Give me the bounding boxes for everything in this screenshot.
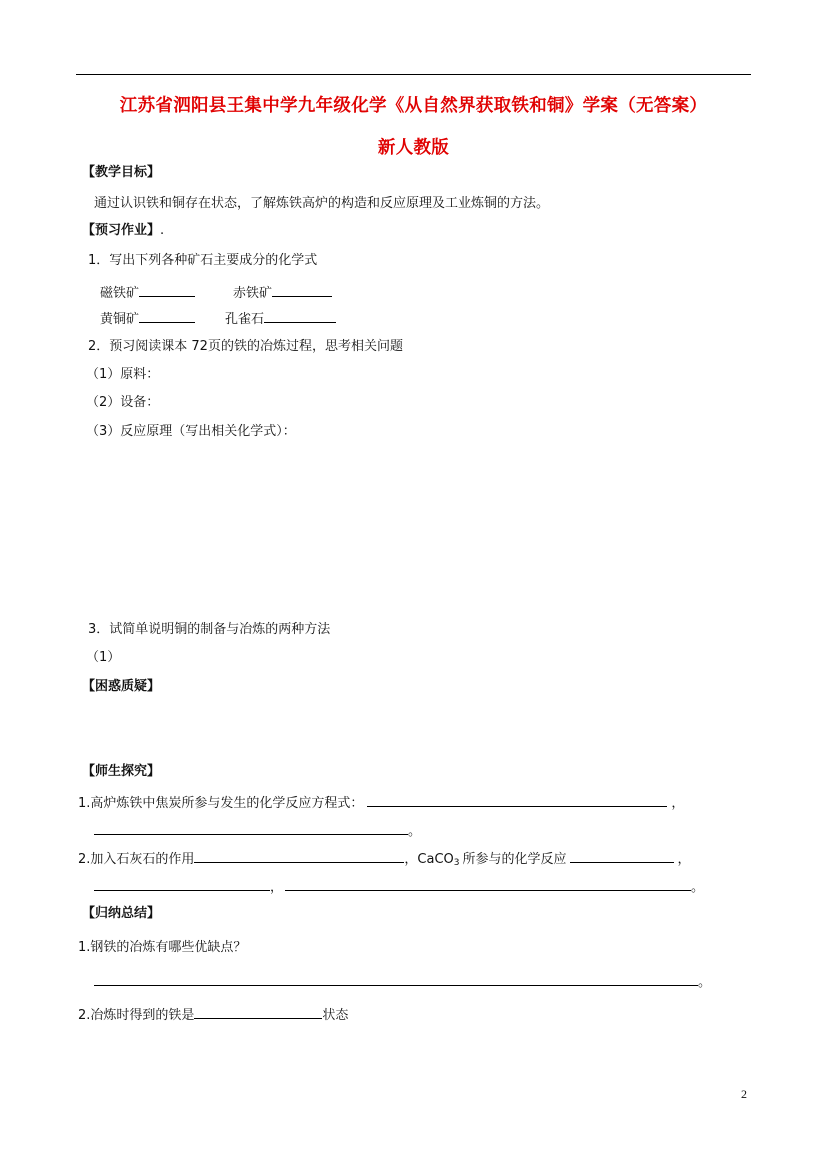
explore-2-end: 。 [691, 880, 705, 895]
summary-heading: 【归纳总结】 [82, 906, 161, 921]
explore-1-end: 。 [408, 824, 422, 839]
ore-row-1 [100, 282, 195, 303]
question-3: 3．试简单说明铜的制备与冶炼的两种方法 [88, 622, 331, 637]
explore-1-comma: ， [671, 796, 685, 811]
summary-1: 1.钢铁的冶炼有哪些优缺点？ [78, 940, 247, 955]
ore-blank-chalcopyrite[interactable] [139, 308, 195, 323]
question-3-1: （1） [86, 650, 121, 665]
explore-2-blank-d[interactable] [285, 876, 691, 891]
document-subtitle: 新人教版 [377, 138, 450, 158]
ore-row-2b [225, 308, 336, 329]
explore-1-blank-b[interactable] [94, 820, 408, 835]
explore-2-comma3: ， [270, 880, 284, 895]
ore-label-magnetite: 磁铁矿 [100, 286, 140, 301]
summary-2-text: 2.冶炼时得到的铁是 [78, 1008, 195, 1023]
ore-blank-malachite[interactable] [264, 308, 336, 323]
explore-1-text: 1.高炉炼铁中焦炭所参与发生的化学反应方程式： [78, 796, 364, 811]
question-2-2: （2）设备： [86, 395, 160, 410]
preview-heading-dot: . [160, 223, 165, 238]
header-rule [76, 74, 751, 75]
explore-2-caco3: CaCO [417, 852, 454, 867]
explore-2-blank-b[interactable] [570, 848, 674, 863]
explore-2-blank-c[interactable] [94, 876, 270, 891]
explore-2-subscript: 3 [453, 858, 460, 868]
summary-1-blank[interactable] [94, 971, 698, 986]
ore-row-2 [100, 308, 195, 329]
question-2-3: （3）反应原理（写出相关化学式）： [86, 424, 296, 439]
question-2: 2．预习阅读课本 72页的铁的冶炼过程，思考相关问题 [88, 339, 403, 354]
preview-heading: 【预习作业】 [82, 223, 161, 238]
ore-label-malachite: 孔雀石 [225, 312, 265, 327]
explore-1-cont [94, 820, 421, 841]
explore-1 [78, 792, 684, 813]
document-title: 江苏省泗阳县王集中学九年级化学《从自然界获取铁和铜》学案（无答案） [119, 96, 708, 116]
explore-2-comma: ， [404, 852, 418, 867]
ore-blank-magnetite[interactable] [139, 282, 195, 297]
explore-heading: 【师生探究】 [82, 764, 161, 779]
summary-2 [78, 1004, 348, 1025]
summary-2-rest: 状态 [322, 1008, 349, 1023]
ore-row-1b [233, 282, 332, 303]
goal-heading: 【教学目标】 [82, 165, 161, 180]
goal-text: 通过认识铁和铜存在状态，了解炼铁高炉的构造和反应原理及工业炼铜的方法。 [94, 196, 550, 211]
ore-blank-hematite[interactable] [272, 282, 332, 297]
explore-1-blank-a[interactable] [367, 792, 667, 807]
explore-2 [78, 848, 691, 872]
summary-2-blank[interactable] [194, 1004, 322, 1019]
preview-heading-line [82, 222, 164, 240]
doubt-heading: 【困惑质疑】 [82, 679, 161, 694]
question-2-1: （1）原料： [86, 367, 160, 382]
ore-label-chalcopyrite: 黄铜矿 [100, 312, 140, 327]
explore-2-text: 2.加入石灰石的作用 [78, 852, 195, 867]
summary-1-end: 。 [698, 975, 712, 990]
explore-2-blank-a[interactable] [194, 848, 404, 863]
explore-2-comma2: ， [677, 852, 691, 867]
summary-1-cont [94, 971, 711, 992]
explore-2-rest: 所参与的化学反应 [462, 852, 567, 867]
question-1: 1．写出下列各种矿石主要成分的化学式 [88, 253, 318, 268]
ore-label-hematite: 赤铁矿 [233, 286, 273, 301]
page-number: 2 [741, 1087, 747, 1101]
explore-2-cont [94, 876, 704, 897]
